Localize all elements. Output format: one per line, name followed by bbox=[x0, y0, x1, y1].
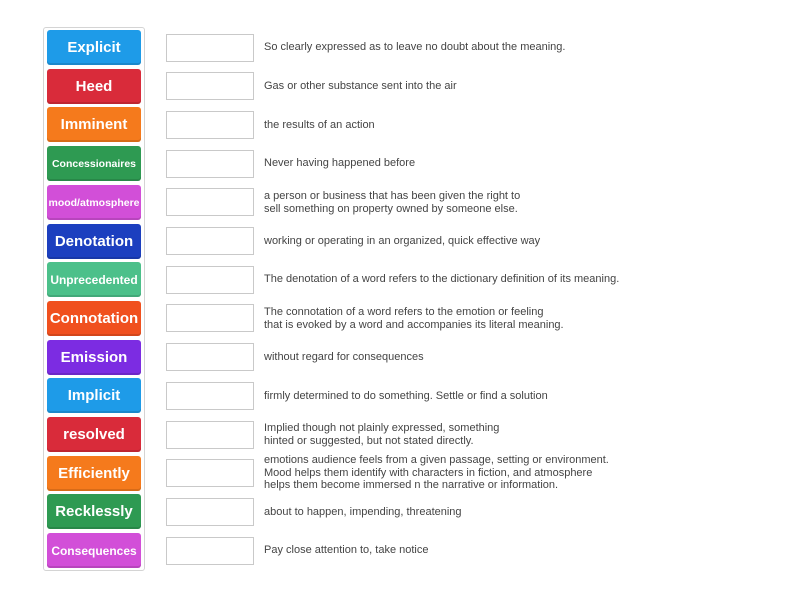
answer-drop-slot[interactable] bbox=[166, 537, 254, 565]
word-tile-recklessly[interactable]: Recklessly bbox=[47, 494, 141, 529]
definition-text: the results of an action bbox=[264, 119, 375, 131]
answer-drop-slot[interactable] bbox=[166, 34, 254, 62]
definition-text: The connotation of a word refers to the emotion or feeling that is evoked by a word and accompanies its literal meaning. bbox=[264, 306, 564, 331]
word-tile-resolved[interactable]: resolved bbox=[47, 417, 141, 452]
answer-drop-slot[interactable] bbox=[166, 150, 254, 178]
answer-drop-slot[interactable] bbox=[166, 343, 254, 371]
definition-text: The denotation of a word refers to the dictionary definition of its meaning. bbox=[264, 273, 620, 285]
answer-drop-slot[interactable] bbox=[166, 227, 254, 255]
word-tile-concessionaires[interactable]: Concessionaires bbox=[47, 146, 141, 181]
definition-text: Pay close attention to, take notice bbox=[264, 544, 429, 556]
word-tile-connotation[interactable]: Connotation bbox=[47, 301, 141, 336]
definition-text: working or operating in an organized, quick effective way bbox=[264, 235, 541, 247]
word-tile-efficiently[interactable]: Efficiently bbox=[47, 456, 141, 491]
answer-drop-slot[interactable] bbox=[166, 72, 254, 100]
definition-text: about to happen, impending, threatening bbox=[264, 506, 462, 518]
word-tile-denotation[interactable]: Denotation bbox=[47, 224, 141, 259]
word-tile-explicit[interactable]: Explicit bbox=[47, 30, 141, 65]
definition-text: Gas or other substance sent into the air bbox=[264, 80, 457, 92]
answer-drop-slot[interactable] bbox=[166, 304, 254, 332]
definition-text: emotions audience feels from a given passage, setting or environment. Mood helps them identify with characters in fiction, and atmosphere helps them become immersed n the narrative or information. bbox=[264, 454, 609, 491]
definition-text: firmly determined to do something. Settle or find a solution bbox=[264, 390, 548, 402]
answer-drop-slot[interactable] bbox=[166, 111, 254, 139]
word-tile-heed[interactable]: Heed bbox=[47, 69, 141, 104]
definition-text: a person or business that has been given the right to sell something on property owned by someone else. bbox=[264, 190, 521, 215]
answer-drop-slot[interactable] bbox=[166, 498, 254, 526]
definition-text: Never having happened before bbox=[264, 157, 416, 169]
word-tile-consequences[interactable]: Consequences bbox=[47, 533, 141, 568]
definition-text: without regard for consequences bbox=[264, 351, 424, 363]
word-tile-implicit[interactable]: Implicit bbox=[47, 378, 141, 413]
answer-drop-slot[interactable] bbox=[166, 188, 254, 216]
answer-drop-slot[interactable] bbox=[166, 421, 254, 449]
answer-drop-slot[interactable] bbox=[166, 266, 254, 294]
answer-drop-slot[interactable] bbox=[166, 382, 254, 410]
definition-text: So clearly expressed as to leave no doubt about the meaning. bbox=[264, 41, 566, 53]
answer-drop-slot[interactable] bbox=[166, 459, 254, 487]
word-tile-imminent[interactable]: Imminent bbox=[47, 107, 141, 142]
word-tile-unprecedented[interactable]: Unprecedented bbox=[47, 262, 141, 297]
definition-text: Implied though not plainly expressed, something hinted or suggested, but not stated directly. bbox=[264, 422, 500, 447]
word-tile-mood-atmosphere[interactable]: mood/atmosphere bbox=[47, 185, 141, 220]
word-tile-emission[interactable]: Emission bbox=[47, 340, 141, 375]
